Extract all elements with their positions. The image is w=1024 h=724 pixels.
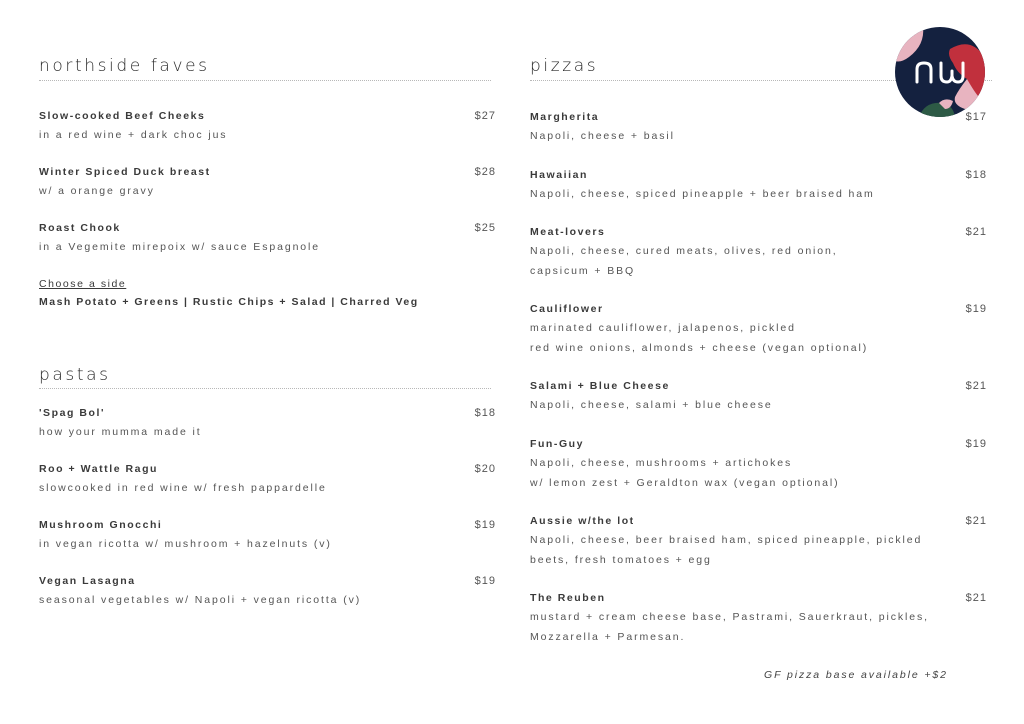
item-price: $17 <box>965 111 987 123</box>
item-price: $21 <box>965 226 987 238</box>
item-desc: Napoli, cheese, spiced pineapple + beer braised ham <box>530 188 875 200</box>
item-desc: Napoli, cheese, beer braised ham, spiced pineapple, pickled <box>530 534 923 546</box>
gf-note: GF pizza base available +$2 <box>764 669 948 681</box>
item-price: $20 <box>474 463 496 475</box>
section-divider <box>39 80 491 81</box>
item-price: $21 <box>965 515 987 527</box>
item-desc: in a red wine + dark choc jus <box>39 129 228 141</box>
menu-item <box>39 219 496 258</box>
menu-item <box>530 512 987 570</box>
menu-item <box>39 572 496 611</box>
item-desc: red wine onions, almonds + cheese (vegan optional) <box>530 341 869 354</box>
item-desc: in vegan ricotta w/ mushroom + hazelnuts (v) <box>39 538 332 550</box>
item-price: $27 <box>474 110 496 122</box>
logo-badge-icon <box>895 27 985 117</box>
item-price: $21 <box>965 380 987 392</box>
item-desc: Napoli, cheese + basil <box>530 130 675 142</box>
menu-item <box>530 166 987 205</box>
section-title-pastas: pastas <box>39 365 111 385</box>
item-desc: slowcooked in red wine w/ fresh pappardelle <box>39 482 327 494</box>
item-price: $19 <box>474 519 496 531</box>
side-heading: Choose a side <box>39 278 127 290</box>
item-price: $18 <box>474 407 496 419</box>
item-desc: capsicum + BBQ <box>530 264 636 277</box>
menu-item <box>39 516 496 555</box>
menu-item <box>530 435 987 493</box>
item-name: Salami + Blue Cheese <box>530 380 670 392</box>
item-name: Cauliflower <box>530 303 604 315</box>
item-name: Vegan Lasagna <box>39 575 136 587</box>
item-name: Fun-Guy <box>530 438 585 450</box>
item-name: Roo + Wattle Ragu <box>39 463 159 475</box>
menu-item <box>39 107 496 146</box>
item-name: The Reuben <box>530 592 606 604</box>
section-divider <box>39 388 491 389</box>
menu-item <box>39 404 496 443</box>
item-name: Hawaiian <box>530 169 588 181</box>
menu-item <box>39 460 496 499</box>
item-desc: marinated cauliflower, jalapenos, pickled <box>530 322 796 334</box>
item-name: Winter Spiced Duck breast <box>39 166 211 178</box>
item-price: $18 <box>965 169 987 181</box>
item-desc: Mozzarella + Parmesan. <box>530 630 686 643</box>
item-name: Meat-lovers <box>530 226 606 238</box>
item-price: $25 <box>474 222 496 234</box>
menu-item <box>530 300 987 358</box>
item-desc: Napoli, cheese, cured meats, olives, red onion, <box>530 245 838 257</box>
side-options: Mash Potato + Greens | Rustic Chips + Salad | Charred Veg <box>39 296 419 308</box>
item-price: $19 <box>965 303 987 315</box>
item-desc: mustard + cream cheese base, Pastrami, Sauerkraut, pickles, <box>530 611 929 623</box>
item-name: Slow-cooked Beef Cheeks <box>39 110 206 122</box>
section-title-northside-faves: northside faves <box>39 56 210 76</box>
item-name: 'Spag Bol' <box>39 407 105 419</box>
logo <box>895 27 985 117</box>
item-desc: in a Vegemite mirepoix w/ sauce Espagnole <box>39 241 321 253</box>
menu-item <box>530 589 987 647</box>
item-desc: beets, fresh tomatoes + egg <box>530 553 712 566</box>
item-desc: w/ lemon zest + Geraldton wax (vegan optional) <box>530 476 840 489</box>
item-name: Aussie w/the lot <box>530 515 635 527</box>
item-name: Mushroom Gnocchi <box>39 519 163 531</box>
item-desc: Napoli, cheese, salami + blue cheese <box>530 399 773 411</box>
item-price: $28 <box>474 166 496 178</box>
item-desc: w/ a orange gravy <box>39 185 155 197</box>
item-desc: Napoli, cheese, mushrooms + artichokes <box>530 457 793 469</box>
menu-item <box>39 163 496 202</box>
item-desc: seasonal vegetables w/ Napoli + vegan ricotta (v) <box>39 594 362 606</box>
menu-item <box>530 377 987 416</box>
menu-item <box>530 223 987 281</box>
item-price: $21 <box>965 592 987 604</box>
section-title-pizzas: pizzas <box>530 56 599 76</box>
item-desc: how your mumma made it <box>39 426 202 438</box>
item-name: Roast Chook <box>39 222 121 234</box>
item-price: $19 <box>965 438 987 450</box>
item-price: $19 <box>474 575 496 587</box>
item-name: Margherita <box>530 111 600 123</box>
